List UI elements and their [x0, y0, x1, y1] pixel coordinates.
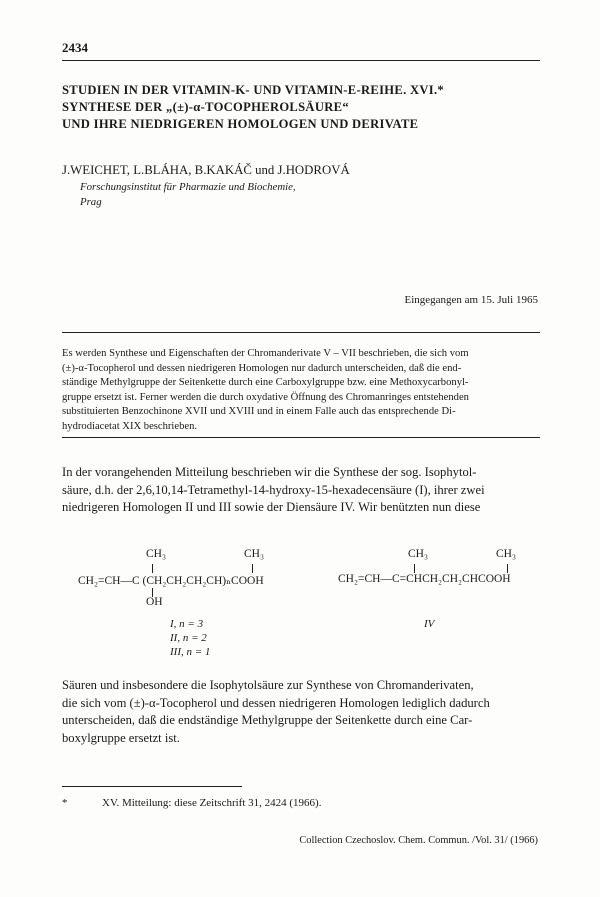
- paragraph-line: unterscheiden, daß die endständige Methylgruppe der Seitenkette durch eine Car-: [62, 713, 473, 727]
- page-number: 2434: [62, 40, 88, 55]
- bond-line: [507, 564, 508, 573]
- header-rule: [62, 60, 540, 61]
- paragraph-line: Säuren und insbesondere die Isophytolsäure zur Synthese von Chromanderivaten,: [62, 678, 474, 692]
- abstract-line: Es werden Synthese und Eigenschaften der Chromanderivate V – VII beschrieben, die sich vom: [62, 348, 469, 359]
- footnote-rule: [62, 786, 242, 787]
- compound-label: II, n = 2: [170, 632, 207, 644]
- abstract: [62, 347, 542, 435]
- journal-reference: Collection Czechoslov. Chem. Commun. /Vol. 31/ (1966): [299, 835, 538, 846]
- article-title: [62, 82, 542, 133]
- footnote-marker: *: [62, 797, 68, 809]
- abstract-line: hydrodiacetat XIX beschrieben.: [62, 420, 198, 432]
- abstract-bottom-rule: [62, 437, 540, 438]
- abstract-line: ständige Methylgruppe der Seitenkette durch eine Carboxylgruppe bzw. eine Methoxycarbonyl-: [62, 377, 469, 389]
- title-line-2: SYNTHESE DER „(±)-α-TOCOPHEROLSÄURE“: [62, 100, 349, 114]
- footnote: [62, 797, 321, 809]
- paragraph-2: [62, 677, 542, 747]
- paragraph-line: niedrigeren Homologen II und III sowie der Diensäure IV. Wir benützten nun diese: [62, 500, 481, 514]
- abstract-top-rule: [62, 332, 540, 333]
- bond-line: [252, 564, 253, 573]
- bond-line: [414, 564, 415, 573]
- abstract-line: substituierten Benzochinone XVII und XVIII und in einem Falle auch das entsprechende Di-: [62, 406, 456, 418]
- formula-main-chain: CH₂=CH—C (CH₂CH₂CH₂CH)ₙCOOH: [78, 575, 264, 587]
- formula-methyl: CH₃: [408, 548, 428, 560]
- compound-label: IV: [424, 618, 435, 630]
- title-line-3: UND IHRE NIEDRIGEREN HOMOLOGEN UND DERIVATE: [62, 117, 419, 131]
- abstract-line: gruppe ersetzt ist. Ferner werden die durch oxydative Öffnung des Chromanringes entstehenden: [62, 391, 469, 403]
- compound-label: III, n = 1: [170, 646, 211, 658]
- abstract-line: (±)-α-Tocopherol und dessen niedrigeren Homologen nur dadurch unterscheiden, daß die end-: [62, 362, 462, 374]
- received-date: Eingegangen am 15. Juli 1965: [404, 294, 538, 306]
- formula-methyl: CH₃: [146, 548, 166, 560]
- affiliation-line-1: Forschungsinstitut für Pharmazie und Biochemie,: [80, 181, 296, 193]
- formula-methyl: CH₃: [496, 548, 516, 560]
- bond-line: [152, 564, 153, 573]
- footnote-text: XV. Mitteilung: diese Zeitschrift 31, 2424 (1966).: [102, 797, 322, 809]
- paragraph-line: boxylgruppe ersetzt ist.: [62, 730, 180, 745]
- formula-methyl: CH₃: [244, 548, 264, 560]
- paragraph-line: In der vorangehenden Mitteilung beschrieben wir die Synthese der sog. Isophytol-: [62, 465, 477, 479]
- author-list: J.WEICHET, L.BLÁHA, B.KAKÁČ und J.HODROVÁ: [62, 163, 350, 177]
- affiliation-line-2: Prag: [80, 196, 102, 208]
- compound-label: I, n = 3: [170, 618, 204, 630]
- paragraph-line: säure, d.h. der 2,6,10,14-Tetramethyl-14-hydroxy-15-hexadecensäure (I), ihrer zwei: [62, 482, 485, 497]
- paragraph-1: [62, 464, 542, 517]
- formula-main-chain: CH₂=CH—C=CHCH₂CH₂CHCOOH: [338, 573, 511, 585]
- title-line-1: STUDIEN IN DER VITAMIN-K- UND VITAMIN-E-REIHE. XVI.*: [62, 83, 445, 97]
- formula-hydroxyl: OH: [146, 596, 163, 608]
- paragraph-line: die sich vom (±)-α-Tocopherol und dessen niedrigeren Homologen lediglich dadurch: [62, 695, 490, 710]
